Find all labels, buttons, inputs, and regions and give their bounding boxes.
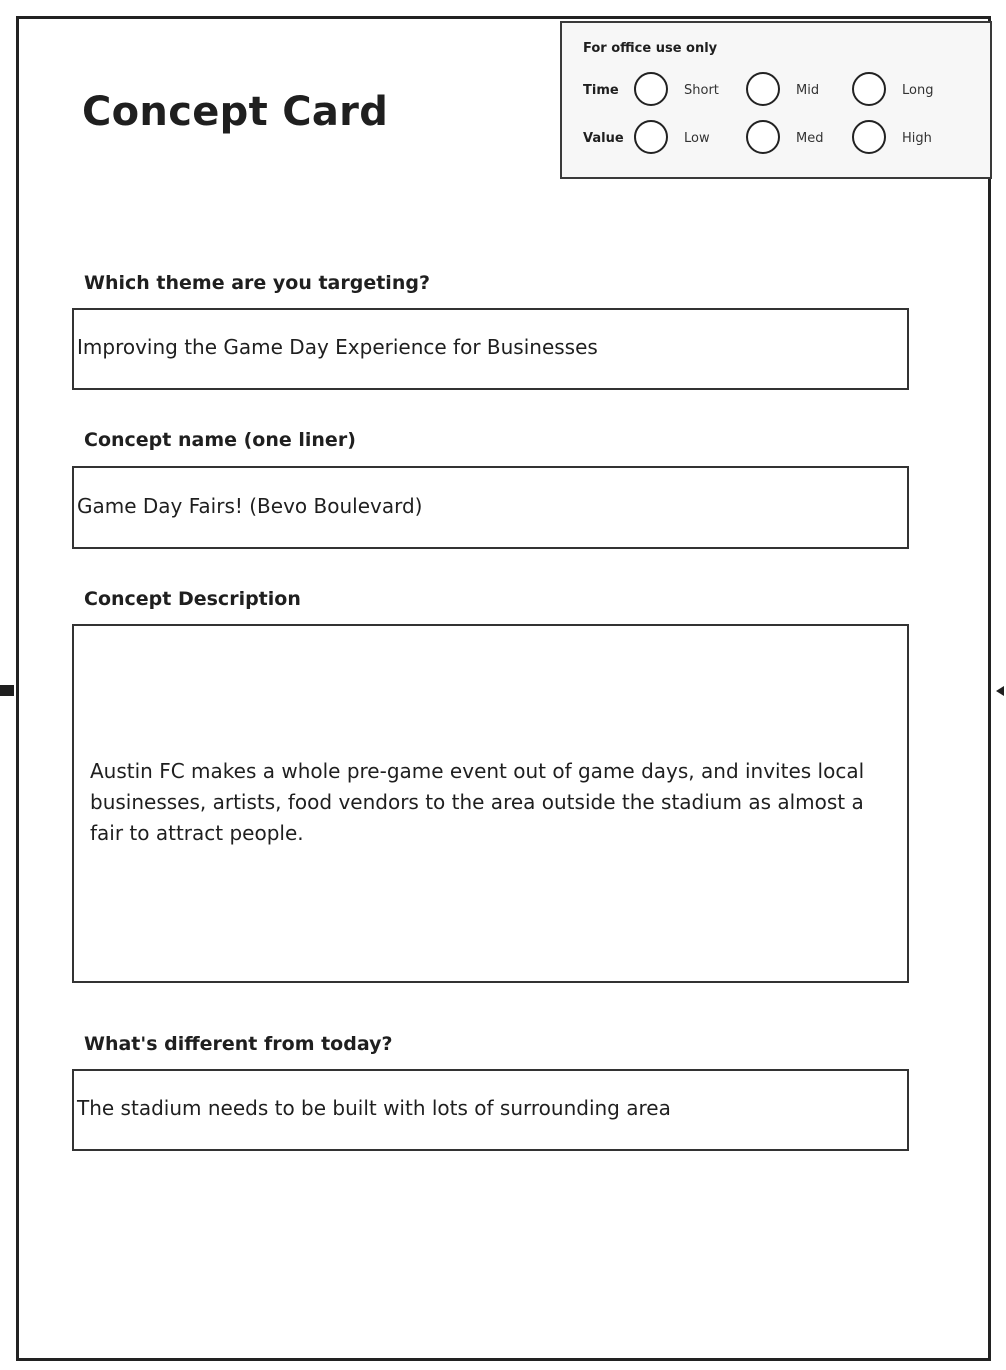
value-high-radio[interactable] bbox=[852, 120, 886, 154]
theme-value: Improving the Game Day Experience for Businesses bbox=[77, 335, 598, 359]
description-label: Concept Description bbox=[84, 588, 301, 610]
time-short-radio[interactable] bbox=[634, 72, 668, 106]
time-long-radio[interactable] bbox=[852, 72, 886, 106]
concept-name-label: Concept name (one liner) bbox=[84, 429, 356, 451]
value-low-radio[interactable] bbox=[634, 120, 668, 154]
value-med-radio[interactable] bbox=[746, 120, 780, 154]
time-mid-radio[interactable] bbox=[746, 72, 780, 106]
value-med-label: Med bbox=[796, 131, 824, 146]
difference-field[interactable] bbox=[72, 1069, 909, 1151]
theme-label: Which theme are you targeting? bbox=[84, 272, 430, 294]
time-short-label: Short bbox=[684, 83, 719, 98]
description-value: Austin FC makes a whole pre-game event out of game days, and invites local businesses, artists, food vendors to the area outside the stadium as almost a fair to attract people. bbox=[90, 759, 865, 845]
concept-name-value: Game Day Fairs! (Bevo Boulevard) bbox=[77, 494, 423, 518]
time-row-label: Time bbox=[583, 83, 619, 98]
difference-label: What's different from today? bbox=[84, 1033, 393, 1055]
description-field[interactable] bbox=[72, 624, 909, 983]
theme-field[interactable] bbox=[72, 308, 909, 390]
office-use-title: For office use only bbox=[583, 41, 718, 56]
time-mid-label: Mid bbox=[796, 83, 820, 98]
edge-marker-right bbox=[996, 686, 1004, 696]
value-low-label: Low bbox=[684, 131, 710, 146]
time-long-label: Long bbox=[902, 83, 934, 98]
office-use-panel bbox=[560, 21, 992, 179]
value-high-label: High bbox=[902, 131, 932, 146]
concept-name-field[interactable] bbox=[72, 466, 909, 549]
edge-marker-left bbox=[0, 685, 14, 696]
value-row-label: Value bbox=[583, 131, 624, 146]
page-title: Concept Card bbox=[82, 89, 389, 135]
difference-value: The stadium needs to be built with lots of surrounding area bbox=[77, 1096, 671, 1120]
